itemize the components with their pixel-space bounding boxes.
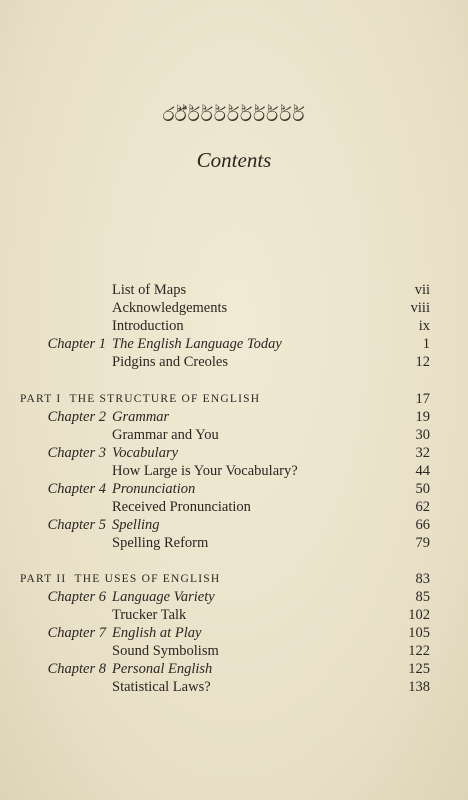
toc-entry-title: Grammar [112, 409, 170, 425]
toc-page-number: 62 [415, 499, 430, 515]
part-heading [20, 390, 430, 408]
toc-entry-title: English at Play [112, 625, 202, 641]
toc-entry-title: Grammar and You [112, 427, 219, 443]
toc-entry [0, 498, 468, 516]
toc-entry [0, 462, 468, 480]
part-number: PART II [20, 573, 67, 585]
toc-entry-title: Personal English [112, 661, 213, 677]
toc-page-number: 1 [422, 336, 430, 352]
toc-entry [0, 588, 468, 606]
toc-entry [0, 480, 468, 498]
toc-entry [0, 299, 468, 317]
toc-entry-title: Statistical Laws? [112, 679, 211, 695]
toc-chapter-label: Chapter 7 [47, 625, 106, 641]
toc-entry [0, 606, 468, 624]
toc-page-number: 79 [415, 535, 430, 551]
toc-page-number: 85 [415, 589, 430, 605]
toc-chapter-label: Chapter 8 [47, 661, 106, 677]
toc-entry [0, 624, 468, 642]
part-title: THE STRUCTURE OF ENGLISH [69, 393, 261, 405]
toc-entry [0, 660, 468, 678]
toc-entry [0, 426, 468, 444]
part-number: PART I [20, 393, 62, 405]
toc-entry [0, 335, 468, 353]
toc-entry [0, 281, 468, 299]
toc-entry-title: Spelling Reform [112, 535, 209, 551]
toc-entry-title: Acknowledgements [112, 300, 228, 316]
toc-entry-title: Trucker Talk [112, 607, 187, 623]
toc-entry [0, 642, 468, 660]
page-title: Contents [196, 148, 272, 172]
toc-chapter-label: Chapter 5 [47, 517, 106, 533]
toc-page-number: 17 [415, 391, 430, 407]
toc-page-number: 32 [415, 445, 430, 461]
toc-chapter-label: Chapter 1 [47, 336, 106, 352]
toc-page-number: 122 [408, 643, 430, 659]
toc-chapter-label: Chapter 6 [47, 589, 106, 605]
toc-entry [0, 444, 468, 462]
toc-entry [0, 317, 468, 335]
toc-entry [0, 408, 468, 426]
toc-page-number: viii [410, 300, 430, 316]
toc-entry-title: Pronunciation [112, 481, 196, 497]
toc-page-number: 44 [415, 463, 430, 479]
toc-entry-title: Pidgins and Creoles [112, 354, 228, 370]
toc-page-number: vii [414, 282, 430, 298]
part-title: THE USES OF ENGLISH [74, 573, 221, 585]
toc-page-number: 50 [415, 481, 430, 497]
toc-entry-title: Language Variety [112, 589, 215, 605]
toc-page-number: 102 [408, 607, 430, 623]
toc-entry-title: Sound Symbolism [112, 643, 219, 659]
toc-chapter-label: Chapter 4 [47, 481, 106, 497]
toc-entry-title: Spelling [112, 517, 160, 533]
toc-page-number: ix [418, 318, 430, 334]
toc-page-number: 105 [408, 625, 430, 641]
decorative-ornament: ර්ර්ර්ර්ර්ර්ර්ර්ර්ර්ර් [162, 104, 306, 126]
toc-entry-title: Received Pronunciation [112, 499, 251, 515]
toc-page-number: 83 [415, 571, 430, 587]
toc-chapter-label: Chapter 2 [47, 409, 106, 425]
toc-page-number: 125 [408, 661, 430, 677]
toc-page-number: 12 [415, 354, 430, 370]
toc-entry [0, 516, 468, 534]
part-heading [20, 570, 430, 588]
toc-entry-title: Introduction [112, 318, 184, 334]
toc-entry [0, 353, 468, 371]
toc-entry-title: List of Maps [112, 282, 187, 298]
toc-page-number: 30 [415, 427, 430, 443]
toc-entry [0, 534, 468, 552]
toc-entry-title: The English Language Today [112, 336, 282, 352]
toc-page-number: 138 [408, 679, 430, 695]
toc-entry-title: How Large is Your Vocabulary? [112, 463, 298, 479]
toc-entry-title: Vocabulary [112, 445, 179, 461]
toc-chapter-label: Chapter 3 [47, 445, 106, 461]
toc-entry [0, 678, 468, 696]
toc-page-number: 19 [415, 409, 430, 425]
toc-page-number: 66 [415, 517, 430, 533]
